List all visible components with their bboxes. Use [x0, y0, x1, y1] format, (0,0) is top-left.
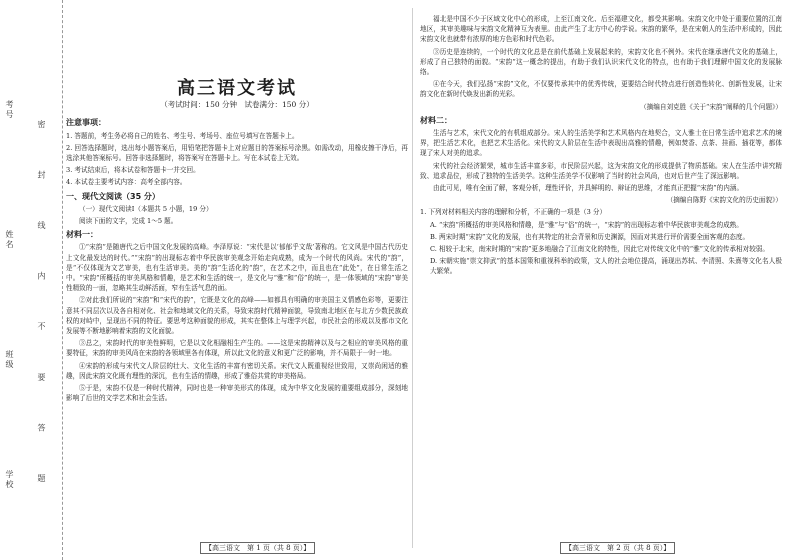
binding-margin: [0, 0, 63, 560]
question-stem: 1. 下列对材料相关内容的理解和分析，不正确的一项是（3 分）: [420, 208, 607, 217]
sealing-line-text: 密 封 线 内 不 要 答 题: [37, 120, 46, 502]
exam-number-label: 考号: [5, 100, 14, 120]
paragraph: ①“宋韵”是随唐代之后中国文化发展的高峰。李泽厚说：“宋代是以‘郁郁乎文哉’著称的。它文风是中国古代历史上文化最发达的时代。”“宋韵”的出现标志着中华民族审美观念开始走向成熟，成为一个时代的风尚。宋代的“韵”，是“不仅体现为文艺审美，也有生活审美。美的“韵”生活化的“韵”，在艺术之中，而且也在“此处”，在日常生活之中。“宋韵”所概括的审美风格和情趣，是艺术和生活的统一，是文化与“雅”和“俗”的统一，是一体领域的“宋韵”审美性精致的一面，忽略其生动鲜活面，窄有生活气息的面。: [66, 243, 408, 293]
paragraph: 宋代的社会经济繁荣，城市生活丰富多彩，市民阶层兴起，这为宋韵文化的形成提供了物质基础。宋人在生活中讲究精致、追求品位，形成了独特的生活美学。这种生活美学不仅影响了当时的社会风尚，也对后世产生了深远影响。: [420, 161, 782, 180]
answer-option: D. 宋朝实施“崇文抑武”的基本国策和重视科举的政策，文人的社会地位提高，涌现出苏轼、李清照、朱熹等文化名人极大繁荣。: [430, 257, 782, 276]
answer-option: B. 两宋时期“宋韵”文化的发展，也有其特定的社会背景和历史渊源，因而对其进行评价需要全面客观的态度。: [430, 232, 750, 241]
left-column: [66, 14, 408, 405]
material-1-label: 材料一：: [66, 230, 98, 240]
source-citation: （摘编自刘克胜《关于“宋韵”阐释的几个问题》）: [640, 102, 782, 111]
section-heading: 一、现代文阅读（35 分）: [66, 191, 160, 201]
paragraph: 福北是中国不少于区域文化中心的形成，上至江南文化、后至福建文化，都受其影响。宋韵文化中处于重要位置的江南地区，其审美趣味与宋韵文化精神互为表里。由此产生了北方中心的学说。宋韵的繁华，是在宋朝人的生活中形成的，因此宋韵文化也就带有浓厚的地方色彩和时代色彩。: [420, 15, 782, 44]
answer-option: C. 相较于北宋，南宋时期的“宋韵”更多地融合了江南文化的特性，因此它对传统文化中的“雅”文化的传承相对较弱。: [430, 245, 769, 254]
note-item: 4. 本试卷主要考试内容：高考全部内容。: [66, 178, 187, 187]
paragraph: ④宋韵的形成与宋代文人阶层的壮大、文化生活的丰富有密切关系。宋代文人既重视经世致用，又崇尚闲适的雅趣，因此宋韵文化既有理性的深沉，也有生活的情趣，形成了雅俗共赏的审美格局。: [66, 361, 408, 380]
note-item: 3. 考试结束后，将本试卷和答题卡一并交回。: [66, 166, 200, 175]
column-divider: [412, 8, 413, 548]
name-label: 姓名: [5, 230, 14, 250]
exam-subtitle: （考试时间：150 分钟 试卷满分：150 分）: [160, 100, 314, 110]
paragraph: ③历史是连续的，一个时代的文化总是在前代基础上发展起来的，宋韵文化也不例外。宋代在继承唐代文化的基础上，形成了自己独特的面貌。“宋韵”这一概念的提出，有助于我们认识宋代文化的特点，也有助于我们理解中国文化的发展脉络。: [420, 47, 782, 77]
school-label: 学校: [5, 470, 14, 490]
notes-heading: 注意事项：: [66, 118, 106, 128]
page-footer: 【高三语文 第 2 页（共 8 页）】: [560, 542, 675, 554]
source-citation: （摘编自陈野《宋韵文化的历史面貌》）: [666, 196, 782, 205]
reading-instruction: 阅读下面的文字，完成 1～5 题。: [79, 217, 178, 226]
subsection-heading: （一）现代文阅读Ⅰ（本题共 5 小题，19 分）: [79, 204, 213, 213]
paragraph: 由此可见，唯有全面了解，客观分析，理性评价，并具鲜明的、辩证的思维，才能真正把握“宋韵”的内涵。: [433, 184, 744, 193]
material-2-label: 材料二：: [420, 115, 452, 125]
note-item: 1. 答题前，考生务必将自己的姓名、考生号、考场号、座位号填写在答题卡上。: [66, 131, 299, 140]
paragraph: ②对此我们所说的“宋韵”和“宋代的韵”，它既是文化的高峰——如都具有明确的审美国主义情感色彩等，更要注意其不同层次以及各自相对化、社会和地域文化的关系，导致宋韵时代精神面貌，导致南北地区在与北方少数民族政权的对峙中，呈现出不同的特征。要思考这种面貌的形成，其实在整体上与理学兴起，市民社会的形成以及都市文化发展等不断地影响着宋韵的文化面貌。: [66, 296, 408, 336]
page-footer: 【高三语文 第 1 页（共 8 页）】: [200, 542, 315, 554]
answer-option: A. “宋韵”所概括的审美风格和情趣，是“雅”与“俗”的统一，“宋韵”的出现标志着中华民族审美观念的成熟。: [430, 220, 743, 229]
paragraph: ⑤于是，宋韵不仅是一种时代精神，同时也是一种审美形式的体现，成为中华文化发展的重要组成部分，深刻地影响了后世的文学艺术和社会生活。: [66, 384, 408, 403]
paragraph: 生活与艺术，宋代文化的有机组成部分。宋人的生活美学和艺术风格内在地契合，文人雅士在日常生活中追求艺术的境界，把生活艺术化，也把艺术生活化。宋代的文人阶层在生活中表现出高雅的情趣，例如焚香、点茶、挂画、插花等，都体现了宋人对美的追求。: [420, 129, 782, 158]
notes-list: [66, 131, 408, 188]
exam-title: 高三语文考试: [177, 78, 297, 99]
paragraph: ③总之，宋韵时代的审美性鲜明，它是以文化相融相生产生的。——这是宋韵精神以及与之相应的审美风格的重要特征，宋韵的审美风尚在宋韵的各领域里各有体现，所以此文化的意义和更广泛的影响，并不局限于一时一地。: [66, 339, 408, 358]
right-column: [420, 14, 782, 279]
paragraph: ④在今天，我们弘扬“宋韵”文化，不仅要传承其中的优秀传统，更要结合时代特点进行创造性转化、创新性发展，让宋韵文化在新时代焕发出新的光彩。: [420, 80, 782, 99]
note-item: 2. 回答选择题时，选出每小题答案后，用铅笔把答题卡上对应题目的答案标号涂黑。如需改动，用橡皮擦干净后，再选涂其他答案标号。回答非选择题时，将答案写在答题卡上。写在本试卷上无效。: [66, 143, 408, 163]
class-label: 班级: [5, 350, 14, 370]
